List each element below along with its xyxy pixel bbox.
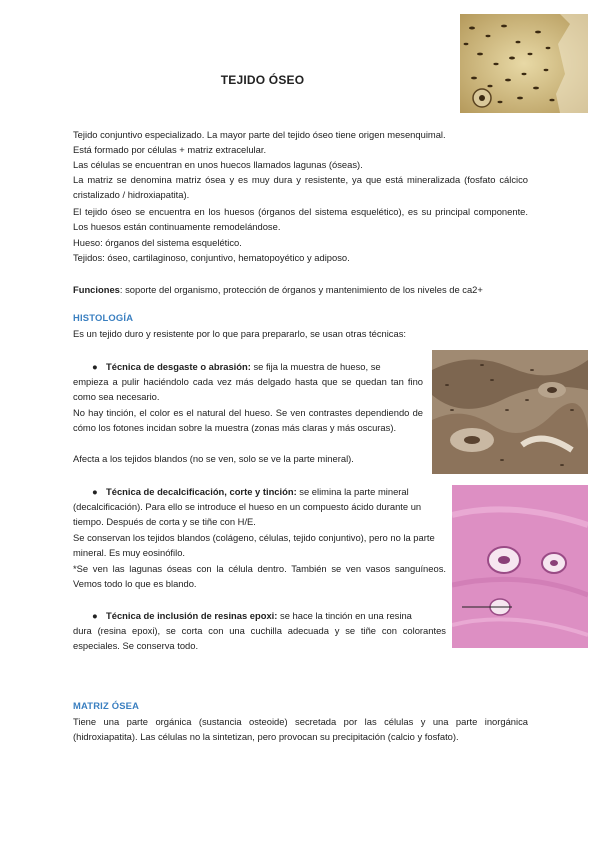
technique-1-title: ● Técnica de desgaste o abrasión: se fija la muestra de hueso, se [92,361,381,372]
intro-line: Hueso: órganos del sistema esquelético. [73,237,242,248]
intro-paragraph: El tejido óseo se encuentra en los huesos (órganos del sistema esquelético), es su principal componente. Los huesos están continuamente remodelándose. [73,206,528,232]
bullet: ● [92,610,98,621]
technique-1-paragraph: Afecta a los tejidos blandos (no se ven, solo se ve la parte mineral). [73,453,354,464]
funciones-label: Funciones [73,284,120,295]
technique-1-paragraph: No hay tinción, el color es el natural del hueso. Se ven contrastes dependiendo de cómo los fotones incidan sobre la muestra (zonas más claras y más oscuras). [73,407,423,433]
bullet: ● [92,361,98,372]
technique-2-label: Técnica de decalcificación, corte y tinción: [106,486,297,497]
intro-line: Tejido conjuntivo especializado. La mayor parte del tejido óseo tiene origen mesenquimal. [73,129,446,140]
funciones-line [73,282,543,297]
intro-line: Tejidos: óseo, cartilaginoso, conjuntivo, hematopoyético y adiposo. [73,252,350,263]
page-title: TEJIDO ÓSEO [220,73,305,87]
section-heading-matriz-osea: MATRIZ ÓSEA [73,700,140,711]
bone-tissue-photo [460,14,588,113]
funciones-text: : soporte del organismo, protección de órganos y mantenimiento de los niveles de ca2+ [119,284,483,295]
ground-bone-micrograph [432,350,588,474]
histologia-intro: Es un tejido duro y resistente por lo que para prepararlo, se usan otras técnicas: [73,328,407,339]
section-heading-histologia: HISTOLOGÍA [73,312,134,323]
technique-2-paragraph: *Se ven las lagunas óseas con la célula dentro. También se ven vasos sanguíneos. Vemos todo lo que es blando. [73,563,446,589]
technique-1-text: empieza a pulir haciéndolo cada vez más delgado hasta que se quedan tan fino como sea necesario. [73,376,423,402]
technique-3-title: ● Técnica de inclusión de resinas epoxi: se hace la tinción en una resina [92,610,412,621]
technique-3-text: dura (resina epoxi), se corta con una cuchilla adecuada y se tiñe con colorantes especiales. Se conserva todo. [73,625,446,651]
technique-3-label: Técnica de inclusión de resinas epoxi: [106,610,278,621]
he-stained-bone-micrograph [452,485,588,648]
intro-line: Las células se encuentran en unos huecos llamados lagunas (óseas). [73,159,363,170]
matriz-paragraph: Tiene una parte orgánica (sustancia osteoide) secretada por las células y una parte inorgánica (hidroxiapatita). Las células no la sintetizan, pero provocan su precipitación (calcio y fosfato). [73,716,528,742]
technique-1-label: Técnica de desgaste o abrasión: [106,361,251,372]
intro-paragraph: La matriz se denomina matriz ósea y es muy dura y resistente, ya que está mineralizada (fosfato cálcico cristalizado / hidroxiapatita). [73,174,528,200]
technique-2-paragraph: Se conservan los tejidos blandos (colágeno, células, tejido conjuntivo), pero no la parte mineral. Es muy eosinófilo. [73,532,435,558]
technique-2-text: (decalcificación). Para ello se introduce el hueso en un compuesto ácido durante un tiempo. Después de corta y se tiñe con H/E. [73,501,422,527]
technique-2-title: ● Técnica de decalcificación, corte y tinción: se elimina la parte mineral [92,486,409,497]
intro-line: Está formado por células + matriz extracelular. [73,144,267,155]
bullet: ● [92,486,98,497]
